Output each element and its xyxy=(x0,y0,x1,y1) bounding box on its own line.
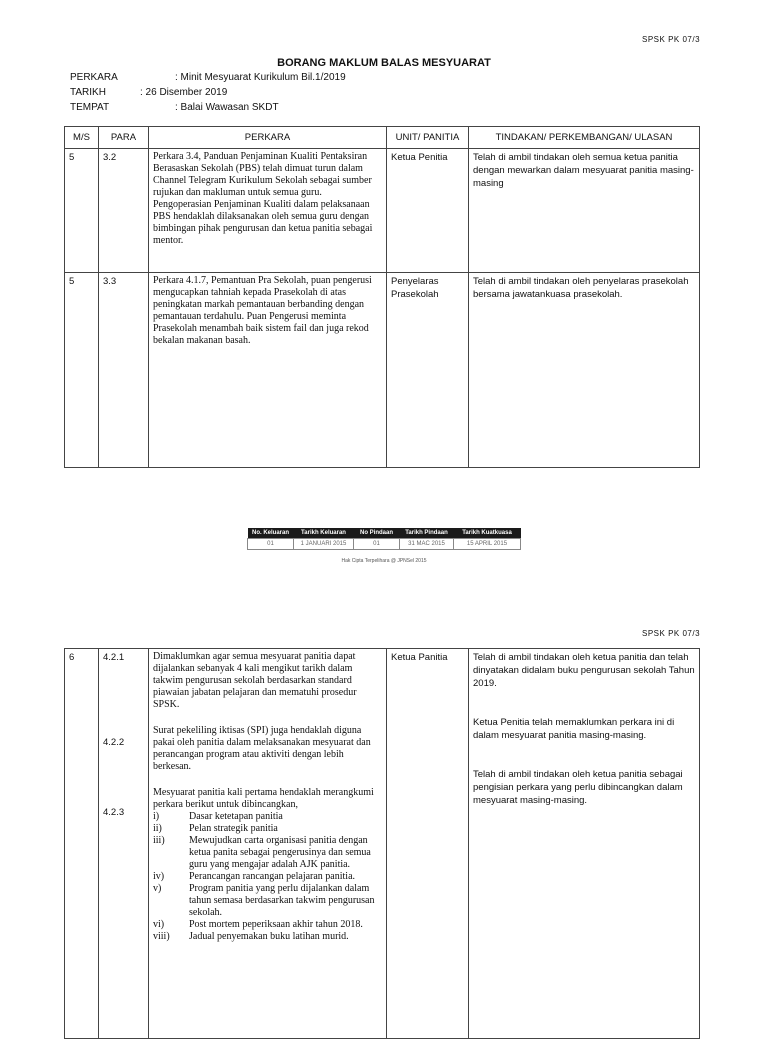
list-item: iv) Perancangan rancangan pelajaran panitia. xyxy=(153,871,356,882)
feedback-table-page2 xyxy=(64,648,700,1039)
list-item: ii) Pelan strategik panitia xyxy=(153,823,278,834)
para-number: 4.2.2 xyxy=(103,737,125,748)
info-header: Tarikh Keluaran xyxy=(294,528,354,539)
table-row xyxy=(65,649,700,1039)
meta-tarikh-label: TARIKH xyxy=(70,87,106,98)
agenda-list xyxy=(153,811,382,943)
info-value: 1 JANUARI 2015 xyxy=(294,539,354,550)
perkara-text: Mesyuarat panitia kali pertama hendaklah merangkumi perkara berikut untuk dibincangkan, xyxy=(153,787,374,810)
info-value: 01 xyxy=(248,539,294,550)
perkara-text: Dimaklumkan agar semua mesyuarat panitia dapat dijalankan sebanyak 4 kali mengikut tarikh dalam takwim pengurusan sekolah berdasarkan standard piawaian jabatan pelajaran dan mematuhi prosedur SPSK. xyxy=(153,651,357,710)
meta-perkara-value: : Minit Mesyuarat Kurikulum Bil.1/2019 xyxy=(175,72,346,83)
header-tindakan: TINDAKAN/ PERKEMBANGAN/ ULASAN xyxy=(469,127,700,149)
cell-para: 3.3 xyxy=(99,273,149,468)
header-para: PARA xyxy=(99,127,149,149)
cell-unit: Ketua Penitia xyxy=(387,149,469,273)
form-title: BORANG MAKLUM BALAS MESYUARAT xyxy=(277,57,491,69)
meta-tempat-value: : Balai Wawasan SKDT xyxy=(175,102,279,113)
info-value: 31 MAC 2015 xyxy=(400,539,454,550)
list-item: iii) Mewujudkan carta organisasi panitia dengan ketua panita sebagai pengerusinya dan semua guru yang mengajar adalah AJK panitia. xyxy=(153,835,371,870)
info-header: Tarikh Pindaan xyxy=(400,528,454,539)
cell-ms: 5 xyxy=(65,149,99,273)
copyright-notice: Hak Cipta Terpelihara @ JPNSel 2015 xyxy=(341,558,427,564)
cell-perkara xyxy=(149,649,387,1039)
info-value: 01 xyxy=(354,539,400,550)
cell-perkara: Perkara 3.4, Panduan Penjaminan Kualiti Pentaksiran Berasaskan Sekolah (PBS) telah dimuat turun dalam Channel Telegram Kurikulum Sekolah sebagai sumber rujukan dan makluman untuk semua guru. Pengoperasian Penjaminan Kualiti dalam pelaksanaan PBS hendaklah dilaksanakan oleh semua guru dengan bimbingan pihak pengurusan dan ketua panitia sebagai mentor. xyxy=(149,149,387,273)
form-reference-page2: SPSK PK 07/3 xyxy=(642,629,701,638)
feedback-table xyxy=(64,126,700,468)
perkara-text: Surat pekeliling iktisas (SPI) juga hendaklah diguna pakai oleh panitia dalam melaksanakan mesyuarat dan perancangan program atau aktiviti dengan lebih berkesan. xyxy=(153,725,371,772)
para-number: 4.2.1 xyxy=(103,652,125,663)
info-header: No Pindaan xyxy=(354,528,400,539)
list-item: v) Program panitia yang perlu dijalankan dalam tahun semasa berdasarkan takwim pengurusan sekolah. xyxy=(153,883,375,918)
tindakan-text: Telah di ambil tindakan oleh ketua panitia sebagai pengisian perkara yang perlu dibincangkan dalam mesyuarat masing-masing. xyxy=(473,769,683,806)
table-row xyxy=(65,149,700,273)
meta-perkara-label: PERKARA xyxy=(70,72,118,83)
cell-tindakan xyxy=(469,649,700,1039)
cell-ms: 6 xyxy=(65,649,99,1039)
tindakan-text: Telah di ambil tindakan oleh ketua panitia dan telah dinyatakan didalam buku pengurusan sekolah Tahun 2019. xyxy=(473,652,695,689)
list-item: i) Dasar ketetapan panitia xyxy=(153,811,283,822)
header-ms: M/S xyxy=(65,127,99,149)
meta-tarikh-value: : 26 Disember 2019 xyxy=(140,87,228,98)
header-unit: UNIT/ PANITIA xyxy=(387,127,469,149)
header-perkara: PERKARA xyxy=(149,127,387,149)
table-row xyxy=(65,273,700,468)
para-number: 4.2.3 xyxy=(103,807,125,818)
meta-tempat-label: TEMPAT xyxy=(70,102,110,113)
info-value: 15 APRIL 2015 xyxy=(454,539,521,550)
list-item: viii) Jadual penyemakan buku latihan murid. xyxy=(153,931,349,942)
cell-tindakan: Telah di ambil tindakan oleh semua ketua panitia dengan mewarkan dalam mesyuarat panitia masing-masing xyxy=(469,149,700,273)
cell-tindakan: Telah di ambil tindakan oleh penyelaras prasekolah bersama jawatankuasa prasekolah. xyxy=(469,273,700,468)
cell-perkara: Perkara 4.1.7, Pemantuan Pra Sekolah, puan pengerusi mengucapkan tahniah kepada Prasekolah di atas peningkatan markah pemantauan berbanding dengan pemantauan terdahulu. Puan Pengerusi meminta Prasekolah menambah baik sistem fail dan juga rekod bekalan makanan basah. xyxy=(149,273,387,468)
list-item: vi) Post mortem peperiksaan akhir tahun 2018. xyxy=(153,919,363,930)
info-header: No. Keluaran xyxy=(248,528,294,539)
document-info-table xyxy=(247,528,521,550)
cell-unit: Penyelaras Prasekolah xyxy=(387,273,469,468)
cell-para xyxy=(99,649,149,1039)
cell-ms: 5 xyxy=(65,273,99,468)
form-reference: SPSK PK 07/3 xyxy=(642,35,701,44)
info-header: Tarikh Kuatkuasa xyxy=(454,528,521,539)
tindakan-text: Ketua Penitia telah memaklumkan perkara ini di dalam mesyuarat panitia masing-masing. xyxy=(473,717,675,741)
cell-unit: Ketua Panitia xyxy=(387,649,469,1039)
cell-para: 3.2 xyxy=(99,149,149,273)
